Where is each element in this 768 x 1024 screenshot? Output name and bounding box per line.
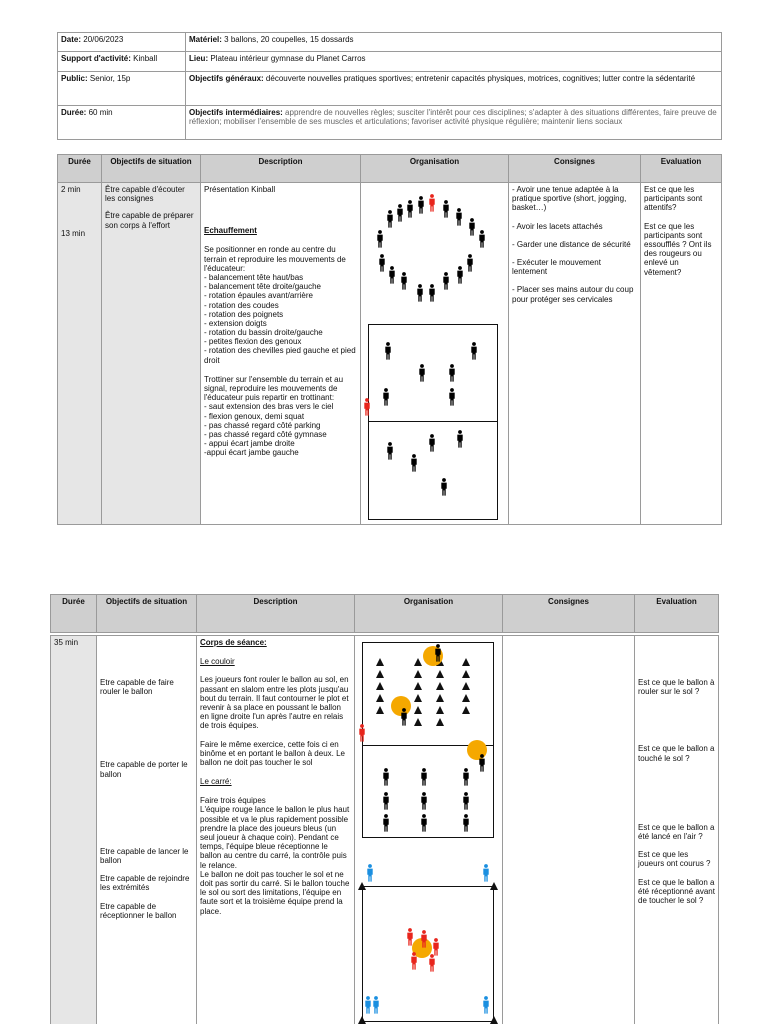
consignes-column [503, 636, 635, 1024]
desc-presentation: Présentation Kinball [204, 185, 276, 194]
person-figure [442, 272, 450, 290]
lieu-cell: Lieu: Plateau intérieur gymnase du Planet Carros [186, 52, 722, 72]
person-figure [384, 342, 392, 360]
person-figure [468, 218, 476, 236]
eval-rouler: Est ce que le ballon à rouler sur le sol ? [638, 678, 715, 697]
support-cell: Support d'activité: Kinball [58, 52, 186, 72]
person-figure [428, 194, 436, 212]
desc-meme-exercice: Faire le même exercice, cette fois ci en binôme et en portant le ballon à deux. Le ballon ne doit pas toucher le sol [200, 739, 345, 767]
person-figure [428, 434, 436, 452]
person-figure [448, 364, 456, 382]
desc-echauffement-body: Se positionner en ronde au centre du terrain et reproduire les mouvements de l'éducateur: - balancement tête haut/bas - balancement tête droite/gauche - rotation épaules avant/arrière - rotation des coudes - rotation des poignets - extension doigts - rotation du bassin droite/gauche - petites flexion des genoux - rotation des chevilles pied gauche et pied droit [204, 245, 356, 365]
consigne-tenue: - Avoir une tenue adaptée à la pratique sportive (short, jogging, basket…) [512, 185, 627, 213]
consigne-cervicales: - Placer ses mains autour du coup pour protéger ses cervicales [512, 285, 634, 304]
description-column [201, 183, 361, 525]
desc-carre-body: Faire trois équipes L'équipe rouge lance le ballon le plus haut possible et va le plus rapidement possible prendre la place des joueurs bleus (un seul joueur à chaque coin). Pendant ce temps, l'équipe bleue réceptionne le ballon au centre du carré, la contrôle puis le relance. Le ballon ne doit pas toucher le sol et ne doit pas sortir du carré. Si le ballon touche le sol ou sort des limitations, l'équipe en faute sort et la troisième équipe prend la place. [200, 796, 350, 916]
consigne-distance: - Garder une distance de sécurité [512, 239, 631, 249]
desc-carre-title: Le carré: [200, 777, 232, 787]
person-figure [462, 814, 470, 832]
duree-13min: 13 min [61, 229, 86, 239]
person-figure [417, 196, 425, 214]
header-evaluation: Evaluation [635, 595, 719, 633]
person-figure [420, 814, 428, 832]
person-figure [410, 952, 418, 970]
person-figure [420, 768, 428, 786]
objectif-rejoindre: Etre capable de rejoindre les extrémités [100, 874, 190, 893]
duree-column [58, 183, 102, 525]
person-figure [396, 204, 404, 222]
person-figure [386, 210, 394, 228]
person-figure [455, 208, 463, 226]
person-figure [428, 954, 436, 972]
duree-cell: Durée: 60 min [58, 106, 186, 140]
cones-icon [374, 658, 474, 738]
header-objectifs: Objectifs de situation [102, 155, 201, 183]
duree-35min: 35 min [54, 638, 79, 647]
desc-couloir-body: Les joueurs font rouler le ballon au sol, en passant en slalom entre les plots jusqu'au bout du terrain. Il faut contourner le plot et revenir à sa place en poussant le ballon en ligne droite l'un après l'autre en relais de trois équipes. [200, 675, 349, 731]
desc-corps-title: Corps de séance: [200, 638, 267, 647]
obj-int-cell: Objectifs intermédiaires: apprendre de nouvelles règles; susciter l'intérêt pour ces disciplines; s'adapter à des situations différentes, faire preuve de réflexion; mobiliser l'ensemble de ses muscles et articulations; favoriser activité physique régulière; maintenir liens sociaux [186, 106, 722, 140]
person-figure [388, 266, 396, 284]
person-figure [366, 864, 374, 882]
person-figure [406, 200, 414, 218]
person-figure [382, 388, 390, 406]
desc-couloir-title: Le couloir [200, 657, 235, 667]
header-duree: Durée [58, 155, 102, 183]
person-figure [372, 996, 380, 1014]
person-figure [442, 200, 450, 218]
consignes-column [509, 183, 641, 525]
person-figure [482, 996, 490, 1014]
header-objectifs: Objectifs de situation [97, 595, 197, 633]
desc-trottiner-body: Trottiner sur l'ensemble du terrain et au signal, reproduire les mouvements de l'éducateur puis repartir en trottinant: - saut extension des bras vers le ciel - flexion genoux, demi squat - pas chassé regard côté parking - pas chassé regard côté gymnase - appui écart jambe droite -appui écart jambe gauche [204, 374, 344, 458]
description-column [197, 636, 355, 1024]
person-figure [466, 254, 474, 272]
info-table [57, 32, 722, 140]
person-figure [382, 792, 390, 810]
eval-courus: Est ce que les joueurs ont courus ? [638, 850, 711, 869]
consigne-lentement: - Exécuter le mouvement lentement [512, 257, 601, 277]
public-cell: Public: Senior, 15p [58, 72, 186, 106]
header-organisation: Organisation [355, 595, 503, 633]
person-figure [364, 996, 372, 1014]
person-figure [456, 430, 464, 448]
header-consignes: Consignes [509, 155, 641, 183]
person-figure [462, 768, 470, 786]
person-figure [382, 768, 390, 786]
person-figure [386, 442, 394, 460]
terrain-midline [369, 421, 497, 422]
person-figure [418, 364, 426, 382]
header-consignes: Consignes [503, 595, 635, 633]
org-drawing-2 [354, 636, 502, 1024]
person-figure [440, 478, 448, 496]
person-figure [400, 708, 408, 726]
eval-attentifs: Est ce que les participants sont attentifs? [644, 185, 703, 213]
objectifs-column [97, 636, 197, 1024]
duree-column [51, 636, 97, 1024]
duree-2min: 2 min [61, 185, 81, 194]
objectif-receptionner: Etre capable de réceptionner le ballon [100, 901, 177, 920]
objectif-preparer: Être capable de préparer son corps à l'effort [105, 211, 194, 230]
person-figure [382, 814, 390, 832]
evaluation-column [641, 183, 722, 525]
person-figure [378, 254, 386, 272]
person-figure [420, 930, 428, 948]
person-figure [470, 342, 478, 360]
header-evaluation: Evaluation [641, 155, 722, 183]
objectif-rouler: Etre capable de faire rouler le ballon [100, 678, 174, 697]
date-cell: Date: 20/06/2023 [58, 33, 186, 52]
person-figure [410, 454, 418, 472]
objectifs-column [102, 183, 201, 525]
consigne-lacets: - Avoir les lacets attachés [512, 221, 603, 231]
person-figure [482, 864, 490, 882]
person-figure [358, 724, 366, 742]
org-drawing-1 [360, 184, 508, 524]
evaluation-column [635, 636, 719, 1024]
person-figure [416, 284, 424, 302]
eval-touche-sol: Est ce que le ballon a touché le sol ? [638, 744, 715, 763]
header-organisation: Organisation [361, 155, 509, 183]
person-figure [406, 928, 414, 946]
eval-receptionne: Est ce que le ballon a été réceptionné avant de toucher le sol ? [638, 877, 715, 905]
desc-echauffement-title: Echauffement [204, 226, 257, 236]
person-figure [434, 644, 442, 662]
person-figure [400, 272, 408, 290]
person-figure [448, 388, 456, 406]
person-figure [428, 284, 436, 302]
objectif-lancer: Etre capable de lancer le ballon [100, 846, 189, 865]
objectif-porter: Etre capable de porter le ballon [100, 760, 188, 779]
person-figure [478, 754, 486, 772]
person-figure [462, 792, 470, 810]
person-figure [420, 792, 428, 810]
person-figure [456, 266, 464, 284]
person-figure [376, 230, 384, 248]
eval-lance: Est ce que le ballon a été lancé en l'air ? [638, 822, 715, 841]
person-figure [363, 398, 371, 416]
eval-essouffles: Est ce que les participants sont essoufflés ? Ont ils des rougeurs ou enlevé un vêtement? [644, 221, 712, 277]
materiel-cell: Matériel: 3 ballons, 20 coupelles, 15 dossards [186, 33, 722, 52]
objectif-ecouter: Être capable d'écouter les consignes [105, 185, 185, 204]
person-figure [478, 230, 486, 248]
header-description: Description [197, 595, 355, 633]
obj-gen-cell: Objectifs généraux: découverte nouvelles pratiques sportives; entretenir capacités physiques, motrices, cognitives; lutter contre la sédentarité [186, 72, 722, 106]
header-description: Description [201, 155, 361, 183]
header-duree: Durée [51, 595, 97, 633]
